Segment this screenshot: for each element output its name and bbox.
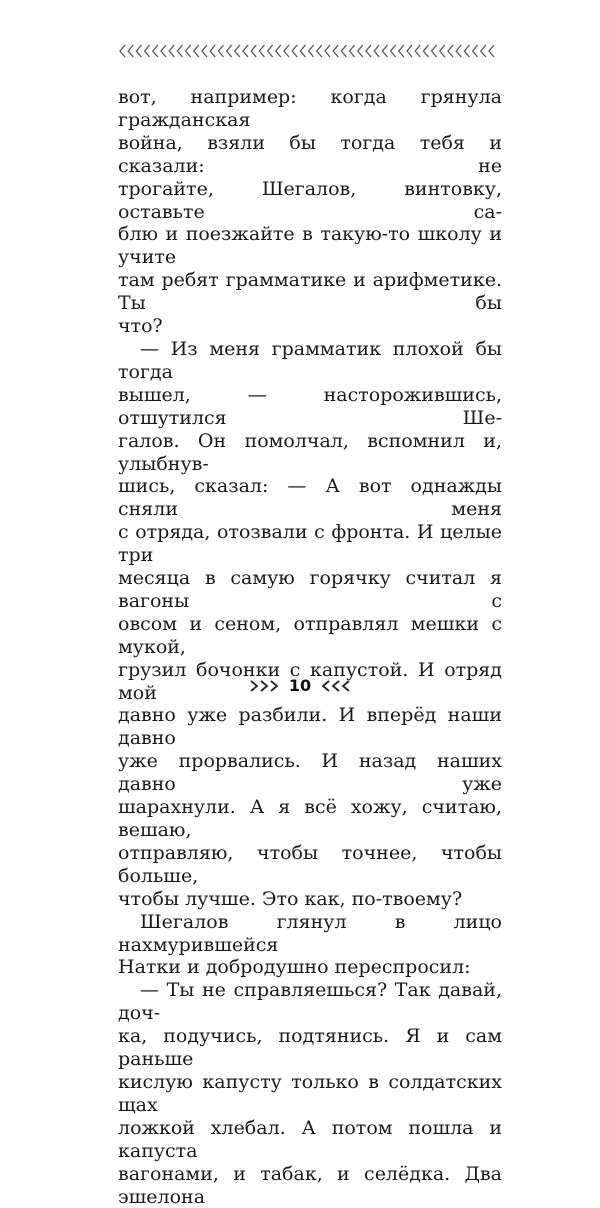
text-line: что? bbox=[118, 315, 163, 338]
text-line: овсом и сеном, отправлял мешки с мукой, bbox=[118, 612, 502, 658]
text-line: чтобы лучше. Это как, по-твоему? bbox=[118, 887, 463, 910]
text-line: месяца в самую горячку считал я вагоны с bbox=[118, 567, 502, 612]
text-line: Шегалов глянул в лицо нахмурившейся bbox=[118, 910, 502, 956]
text-line: — Из меня грамматик плохой бы тогда bbox=[118, 337, 502, 383]
text-line: трогайте, Шегалов, винтовку, оставьте са- bbox=[118, 177, 502, 223]
text-line: отправляю, чтобы точнее, чтобы больше, bbox=[118, 841, 502, 887]
text-line: ложкой хлебал. А потом пошла и капуста bbox=[118, 1116, 502, 1162]
page-number: 10 bbox=[288, 676, 312, 695]
text-line: вагонами, и табак, и селёдка. Два эшелона bbox=[118, 1162, 502, 1208]
text-line: война, взяли бы тогда тебя и сказали: не bbox=[118, 131, 502, 177]
text-line: там ребят грамматике и арифметике. Ты бы bbox=[118, 269, 502, 315]
body-text bbox=[118, 86, 502, 1208]
page-footer bbox=[0, 674, 600, 698]
top-chevron-ornament-icon bbox=[118, 42, 502, 60]
text-line: — Ты не справляешься? Так давай, доч- bbox=[118, 979, 502, 1025]
text-line: уже прорвались. И назад наших давно уже bbox=[118, 750, 502, 796]
text-line: с отряда, отозвали с фронта. И целые три bbox=[118, 521, 502, 567]
text-line: галов. Он помолчал, вспомнил и, улыбнув- bbox=[118, 429, 502, 475]
text-line: блю и поезжайте в такую-то школу и учите bbox=[118, 223, 502, 269]
text-line: давно уже разбили. И вперёд наши давно bbox=[118, 704, 502, 750]
text-line: кислую капусту только в солдатских щах bbox=[118, 1070, 502, 1116]
text-line: вот, например: когда грянула гражданская bbox=[118, 86, 502, 131]
right-chevrons-icon bbox=[249, 679, 281, 693]
text-line: Натки и добродушно переспросил: bbox=[118, 956, 471, 979]
text-line: грузил бочонки с капустой. И отряд мой bbox=[118, 658, 502, 704]
left-chevrons-icon bbox=[319, 679, 351, 693]
text-line: шарахнули. А я всё хожу, считаю, вешаю, bbox=[118, 796, 502, 841]
text-line: ка, подучись, подтянись. Я и сам раньше bbox=[118, 1025, 502, 1071]
text-line: шись, сказал: — А вот однажды сняли меня bbox=[118, 475, 502, 521]
text-line: вышел, — насторожившись, отшутился Ше- bbox=[118, 383, 502, 429]
